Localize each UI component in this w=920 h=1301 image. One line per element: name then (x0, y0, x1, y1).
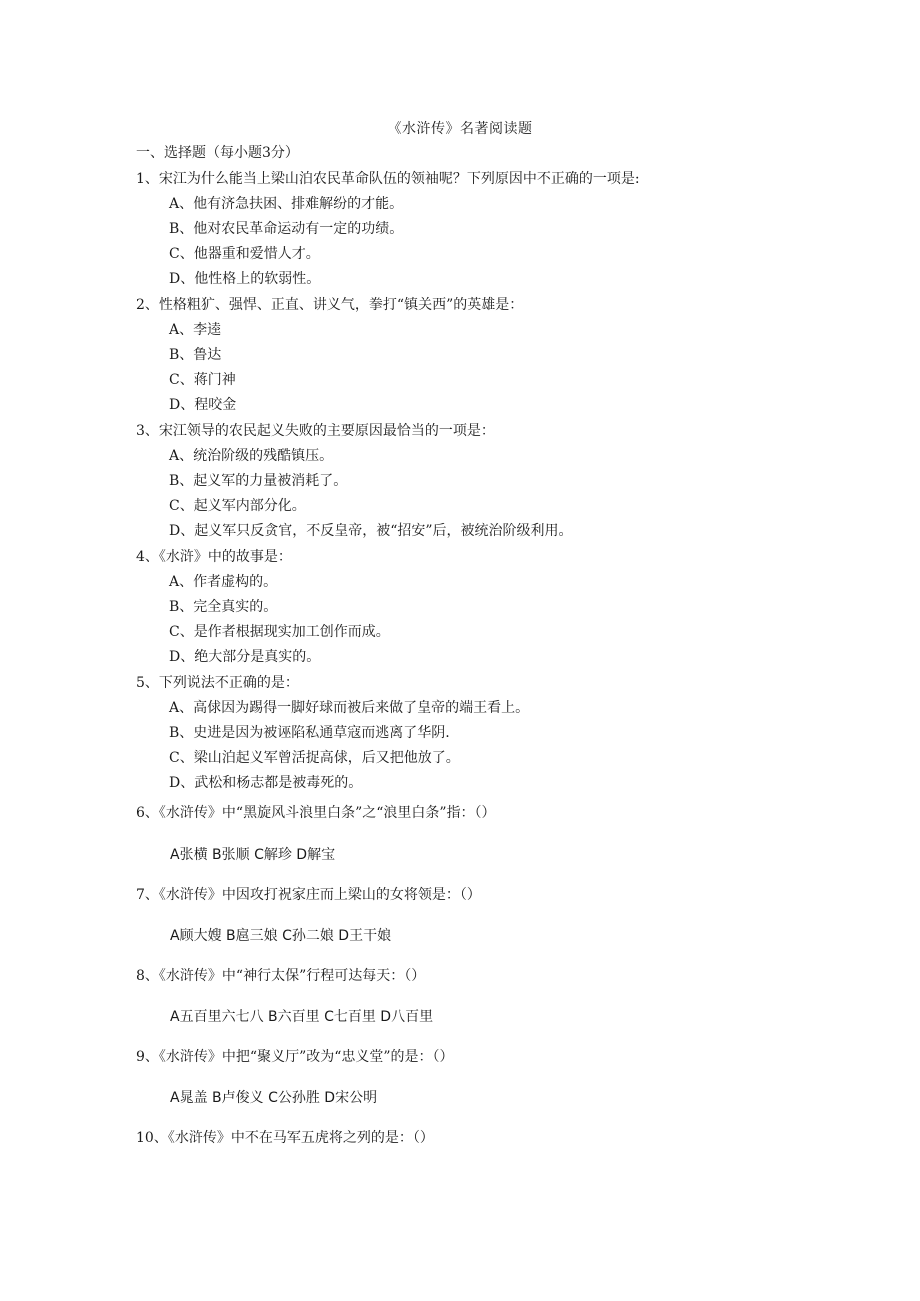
question-6-options: A张横 B张顺 C解珍 D解宝 (170, 847, 336, 863)
question-4-option-d: D、绝大部分是真实的。 (169, 649, 321, 665)
question-2-option-d: D、程咬金 (169, 397, 237, 413)
question-1-option-d: D、他性格上的软弱性。 (169, 271, 321, 287)
question-10-stem: 10、《水浒传》中不在马军五虎将之列的是：（） (136, 1130, 434, 1146)
question-5-option-a: A、高俅因为踢得一脚好球而被后来做了皇帝的端王看上。 (169, 700, 530, 716)
question-3-option-b: B、起义军的力量被消耗了。 (169, 473, 348, 489)
question-1-option-b: B、他对农民革命运动有一定的功绩。 (169, 221, 404, 237)
question-3-stem: 3、宋江领导的农民起义失败的主要原因最恰当的一项是： (136, 423, 495, 439)
question-3-option-c: C、起义军内部分化。 (169, 498, 306, 514)
question-2-option-a: A、李逵 (169, 322, 222, 338)
question-5-option-c: C、梁山泊起义军曾活捉高俅，后又把他放了。 (169, 750, 460, 766)
question-3-option-a: A、统治阶级的残酷镇压。 (169, 448, 334, 464)
question-2-stem: 2、性格粗犷、强悍、正直、讲义气，拳打“镇关西”的英雄是： (136, 297, 524, 313)
question-9-stem: 9、《水浒传》中把“聚义厅”改为“忠义堂”的是：（） (136, 1049, 454, 1065)
question-5-option-b: B、史进是因为被诬陷私通草寇而逃离了华阴. (169, 725, 450, 741)
question-7-stem: 7、《水浒传》中因攻打祝家庄而上梁山的女将领是：（） (136, 887, 481, 903)
section-heading: 一、选择题（每小题3分） (136, 145, 299, 161)
question-8-stem: 8、《水浒传》中“神行太保”行程可达每天：（） (136, 968, 426, 984)
question-2-option-c: C、蒋门神 (169, 372, 236, 388)
question-3-option-d: D、起义军只反贪官，不反皇帝，被“招安”后，被统治阶级利用。 (169, 523, 573, 539)
question-1-option-a: A、他有济急扶困、排难解纷的才能。 (169, 196, 404, 212)
document-title: 《水浒传》名著阅读题 (387, 121, 533, 137)
question-4-option-c: C、是作者根据现实加工创作而成。 (169, 624, 390, 640)
question-4-option-a: A、作者虚构的。 (169, 574, 278, 590)
question-7-options: A顾大嫂 B扈三娘 C孙二娘 D王干娘 (170, 928, 392, 944)
question-1-option-c: C、他器重和爱惜人才。 (169, 246, 320, 262)
question-5-option-d: D、武松和杨志都是被毒死的。 (169, 775, 363, 791)
question-8-options: A五百里六七八 B六百里 C七百里 D八百里 (170, 1009, 434, 1025)
question-2-option-b: B、鲁达 (169, 347, 222, 363)
question-4-option-b: B、完全真实的。 (169, 599, 278, 615)
question-1-stem: 1、宋江为什么能当上梁山泊农民革命队伍的领袖呢？下列原因中不正确的一项是: (136, 171, 640, 187)
question-4-stem: 4、《水浒》中的故事是： (136, 549, 292, 565)
question-5-stem: 5、下列说法不正确的是： (136, 675, 299, 691)
question-6-stem: 6、《水浒传》中“黑旋风斗浪里白条”之“浪里白条”指：（） (136, 805, 496, 821)
question-9-options: A晁盖 B卢俊义 C公孙胜 D宋公明 (170, 1090, 378, 1106)
